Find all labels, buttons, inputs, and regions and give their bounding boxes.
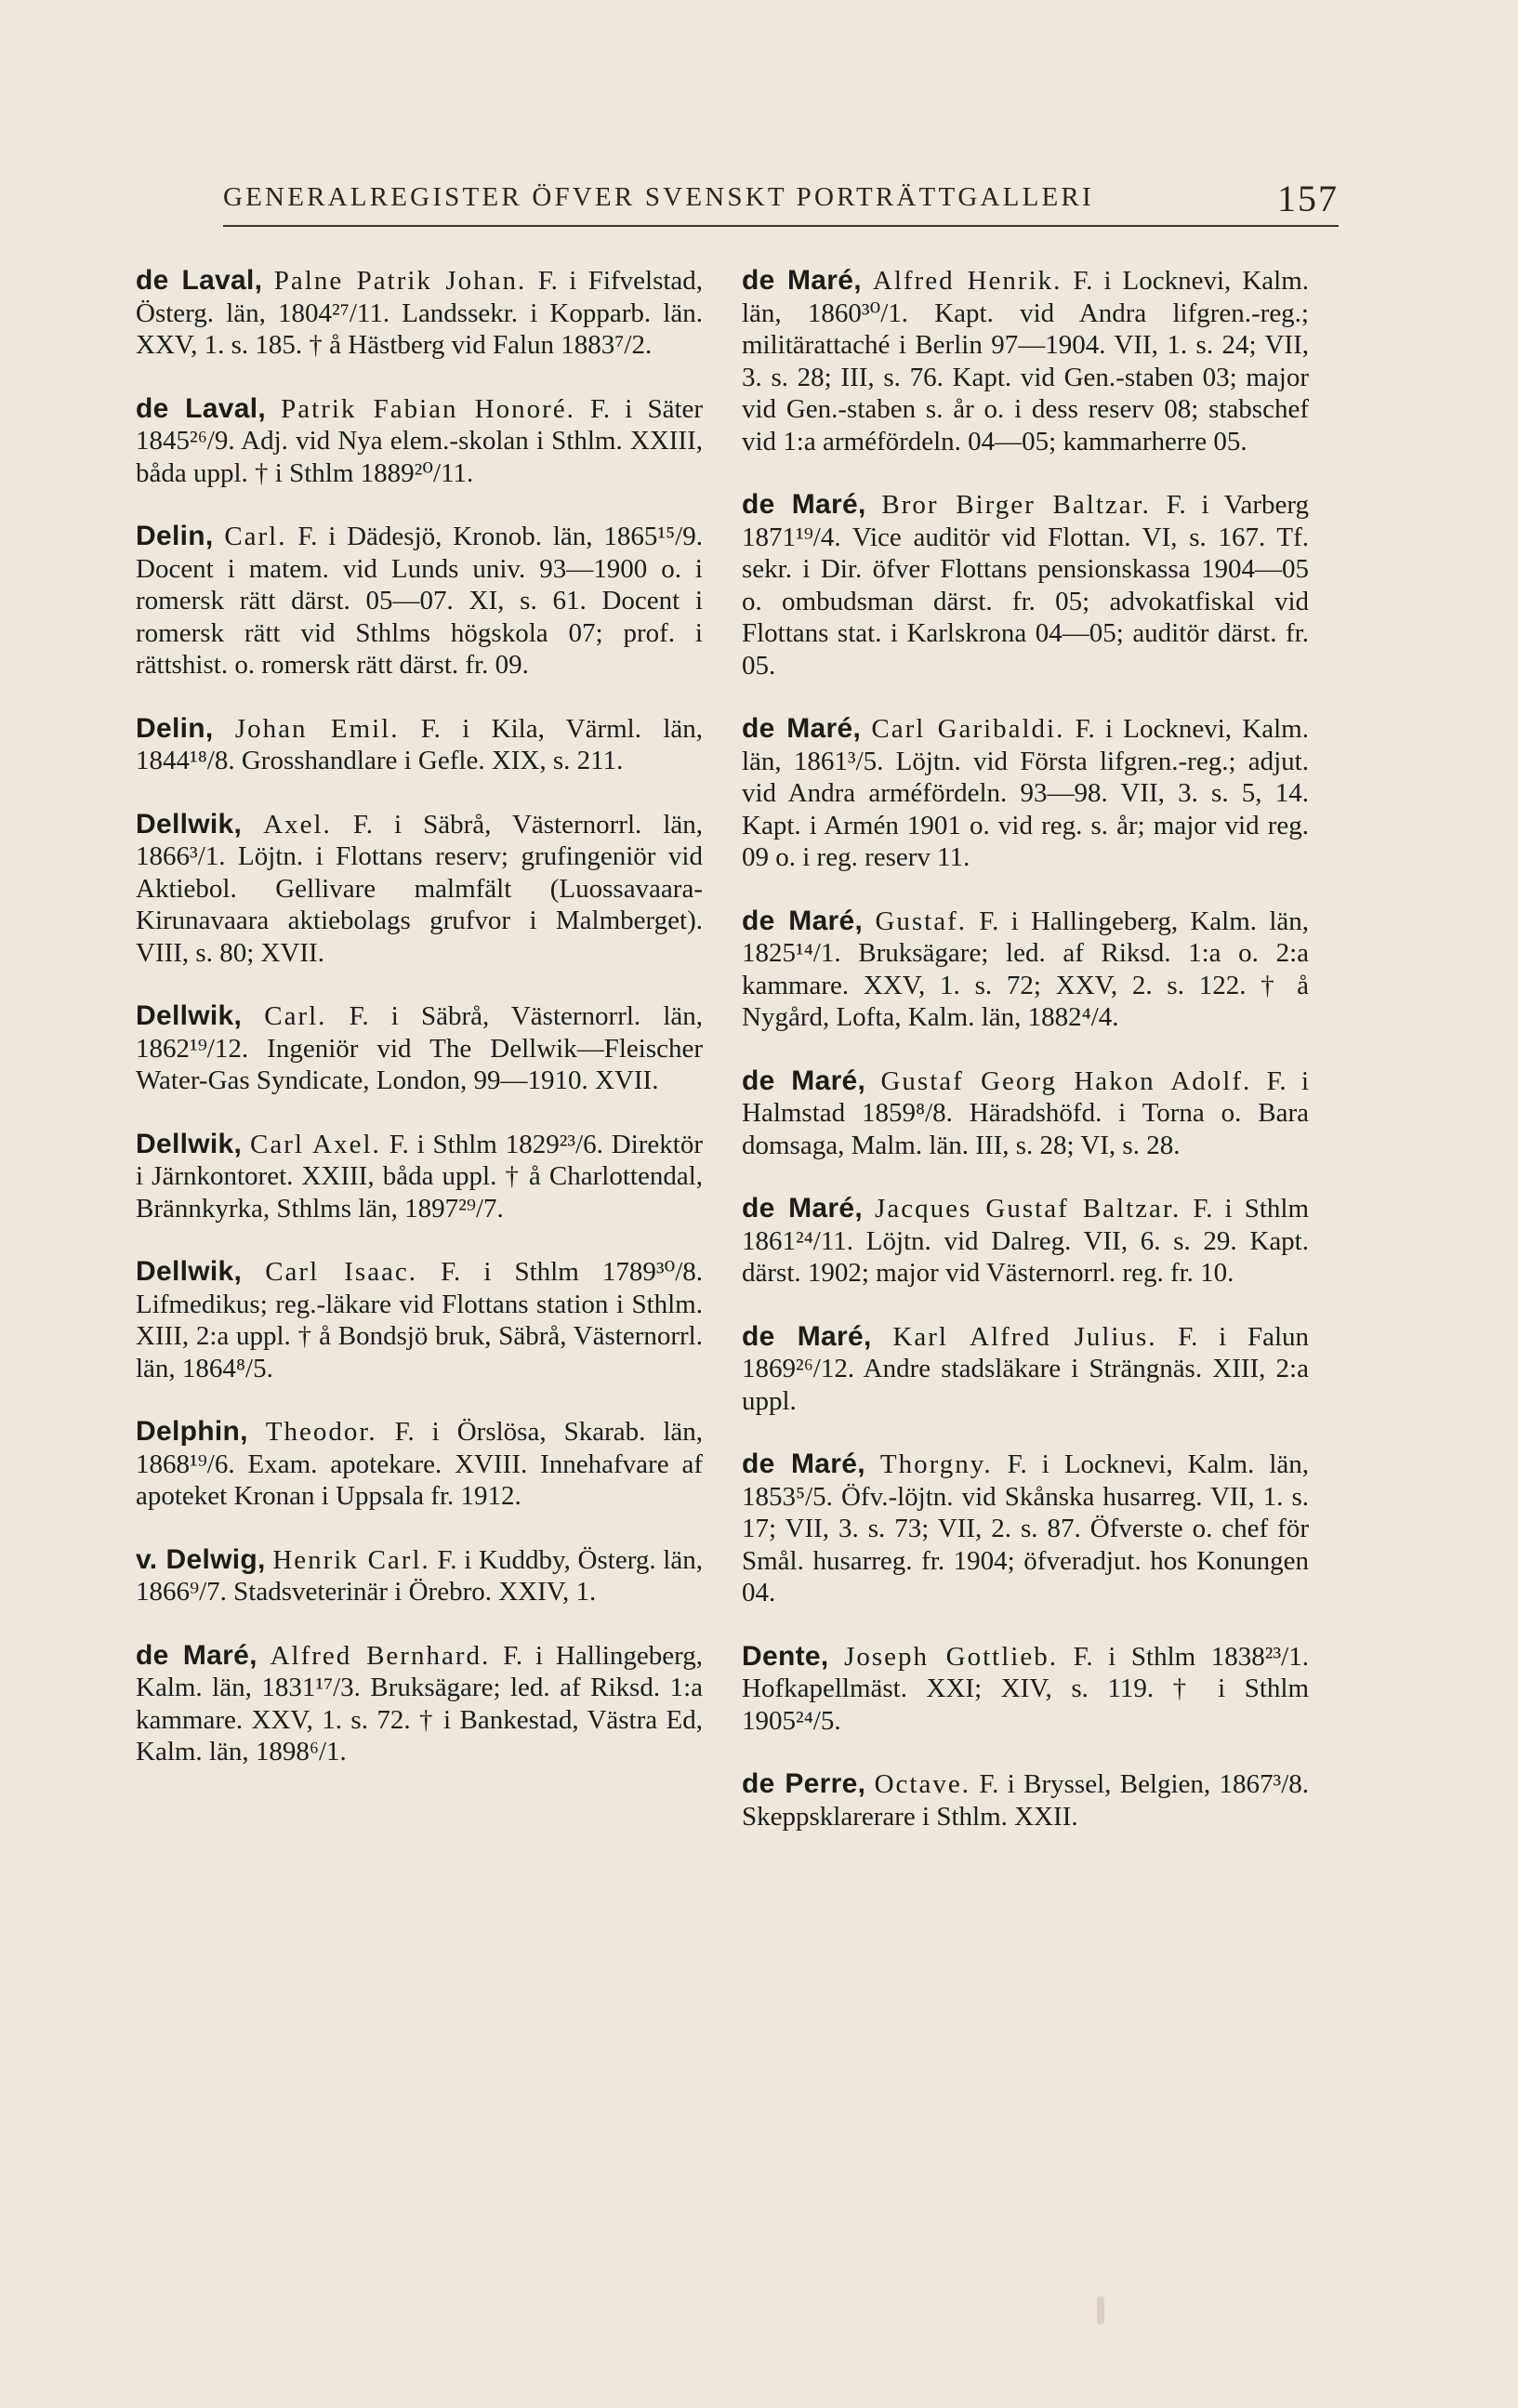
entry-text: F. i Sthlm 1789³⁰/8. Lifmedikus; reg.-läkare vid Flottans station i Sthlm. XIII, 2:a uppl. † å Bondsjö bruk, Säbrå, Västernorrl. län, 1864⁸/5.	[136, 1257, 704, 1383]
entry-given-names: Jacques Gustaf Baltzar.	[875, 1194, 1181, 1224]
entry-text: F. i Locknevi, Kalm. län, 1860³⁰/1. Kapt. vid Andra lifgren.-reg.; militärattaché i Berlin 97—1904. VII, 1. s. 24; VII, 3. s. 28; III, s. 76. Kapt. vid Gen.-staben 03; major vid Gen.-staben s. år o. i dess reserv 08; stabschef vid 1:a arméfördeln. 04—05; kammarherre 05.	[742, 266, 1310, 456]
entry-surname: de Laval,	[136, 265, 263, 296]
entry-surname: de Maré,	[742, 1320, 872, 1352]
entry-given-names: Axel.	[263, 809, 332, 840]
register-entry	[742, 1193, 1309, 1290]
right-column	[742, 265, 1309, 1864]
entry-text: F. i Fifvelstad, Österg. län, 1804²⁷/11. Landssekr. i Kopparb. län. XXV, 1. s. 185. † å Hästberg vid Falun 1883⁷/2.	[136, 266, 704, 360]
register-entry	[742, 489, 1309, 681]
entry-surname: de Maré,	[136, 1639, 257, 1671]
register-entry	[742, 906, 1309, 1034]
register-entry	[742, 1641, 1309, 1738]
entry-surname: Delphin,	[136, 1416, 248, 1447]
entry-surname: Dente,	[742, 1640, 829, 1672]
entry-surname: Delin,	[136, 712, 214, 744]
page-header	[223, 178, 1339, 227]
register-entry	[136, 1416, 703, 1513]
paper-stain	[1097, 2296, 1104, 2324]
entry-given-names: Joseph Gottlieb.	[844, 1641, 1058, 1672]
entry-given-names: Alfred Bernhard.	[270, 1640, 491, 1671]
entry-surname: de Maré,	[742, 905, 864, 936]
register-entry	[136, 1640, 703, 1768]
register-entry	[136, 1256, 703, 1384]
entry-surname: de Laval,	[136, 392, 266, 424]
entry-given-names: Henrik Carl.	[272, 1544, 430, 1575]
entry-given-names: Carl Garibaldi.	[871, 714, 1065, 744]
entry-given-names: Bror Birger Baltzar.	[881, 490, 1151, 520]
entry-surname: de Maré,	[742, 1193, 863, 1224]
entry-text: F. i Falun 1869²⁶/12. Andre stadsläkare i Strängnäs. XIII, 2:a uppl.	[742, 1321, 1310, 1416]
entry-surname: v. Delwig,	[136, 1543, 266, 1575]
entry-text: F. i Säbrå, Västernorrl. län, 1862¹⁹/12. Ingeniör vid The Dellwik—Fleischer Water-Gas Syndicate, London, 99—1910. XVII.	[136, 1001, 703, 1095]
register-entry	[742, 1768, 1309, 1832]
register-entry	[136, 713, 703, 777]
entry-text: F. i Hallingeberg, Kalm. län, 1825¹⁴/1. Bruksägare; led. af Riksd. 1:a o. 2:a kammare. XXV, 1. s. 72; XXV, 2. s. 122. † å Nygård, Lofta, Kalm. län, 1882⁴/4.	[742, 906, 1309, 1032]
entry-given-names: Palne Patrik Johan.	[273, 266, 527, 296]
entry-surname: Dellwik,	[136, 1128, 243, 1159]
entry-given-names: Alfred Henrik.	[872, 266, 1063, 296]
entry-text: F. i Halmstad 1859⁸/8. Häradshöfd. i Torna o. Bara domsaga, Malm. län. III, s. 28; VI, s. 28.	[742, 1065, 1310, 1160]
entry-surname: Delin,	[136, 521, 214, 551]
entry-surname: de Maré,	[742, 713, 862, 744]
entry-given-names: Carl.	[224, 522, 287, 551]
register-entry	[742, 1321, 1309, 1418]
register-entry	[136, 265, 703, 362]
left-column	[136, 265, 703, 1800]
entry-text: F. i Säbrå, Västernorrl. län, 1866³/1. Löjtn. i Flottans reserv; grufingeniör vid Aktiebol. Gellivare malmfält (Luossavaara-Kirunavaara aktiebolags grufvor i Malmberget). VIII, s. 80; XVII.	[136, 809, 704, 968]
entry-text: F. i Dädesjö, Kronob. län, 1865¹⁵/9. Docent i matem. vid Lunds univ. 93—1900 o. i romersk rätt därst. 05—07. XI, s. 61. Docent i romersk rätt vid Sthlms högskola 07; prof. i rättshist. o. romersk rätt därst. fr. 09.	[136, 522, 703, 680]
entry-given-names: Octave.	[874, 1769, 970, 1799]
entry-surname: de Maré,	[742, 1449, 865, 1479]
entry-text: F. i Kuddby, Österg. län, 1866⁹/7. Stadsveterinär i Örebro. XXIV, 1.	[136, 1544, 703, 1607]
entry-given-names: Thorgny.	[879, 1449, 993, 1479]
page-number: 157	[1277, 178, 1339, 219]
entry-given-names: Johan Emil.	[234, 713, 400, 744]
entry-text: F. i Kila, Värml. län, 1844¹⁸/8. Grosshandlare i Gefle. XIX, s. 211.	[136, 713, 704, 775]
entry-surname: Dellwik,	[136, 1000, 243, 1031]
entry-text: F. i Sthlm 1829²³/6. Direktör i Järnkontoret. XXIII, båda uppl. † å Charlottendal, Brännkyrka, Sthlms län, 1897²⁹/7.	[136, 1129, 704, 1224]
entry-given-names: Carl Axel.	[249, 1129, 381, 1159]
entry-text: F. i Hallingeberg, Kalm. län, 1831¹⁷/3. Bruksägare; led. af Riksd. 1:a kammare. XXV, 1. s. 72. † i Bankestad, Västra Ed, Kalm. län, 1898⁶/1.	[136, 1640, 704, 1766]
register-entry	[742, 1449, 1309, 1609]
entry-text: F. i Örslösa, Skarab. län, 1868¹⁹/6. Exam. apotekare. XVIII. Innehafvare af apoteket Kronan i Uppsala fr. 1912.	[136, 1417, 704, 1511]
entry-surname: Dellwik,	[136, 808, 243, 840]
entry-surname: de Maré,	[742, 265, 862, 296]
entry-text: F. i Bryssel, Belgien, 1867³/8. Skeppsklarerare i Sthlm. XXII.	[742, 1769, 1310, 1832]
entry-text: F. i Sthlm 1861²⁴/11. Löjtn. vid Dalreg. VII, 6. s. 29. Kapt. därst. 1902; major vid Västernorrl. reg. fr. 10.	[742, 1194, 1310, 1288]
entry-given-names: Theodor.	[265, 1417, 377, 1447]
register-entry	[136, 809, 703, 970]
register-entry	[136, 1544, 703, 1608]
entry-given-names: Gustaf.	[875, 906, 968, 936]
register-entry	[742, 265, 1309, 457]
entry-given-names: Karl Alfred Julius.	[892, 1321, 1157, 1352]
register-entry	[136, 521, 703, 681]
register-entry	[136, 393, 703, 490]
entry-given-names: Carl Isaac.	[265, 1257, 418, 1287]
register-entry	[742, 1065, 1309, 1162]
entry-text: F. i Locknevi, Kalm. län, 1861³/5. Löjtn. vid Första lifgren.-reg.; adjut. vid Andra arméfördeln. 93—98. VII, 3. s. 5, 14. Kapt. i Armén 1901 o. vid reg. s. år; major vid reg. 09 o. i reg. reserv 11.	[742, 714, 1309, 872]
entry-surname: Dellwik,	[136, 1256, 243, 1287]
entry-surname: de Perre,	[742, 1768, 866, 1799]
entry-given-names: Patrik Fabian Honoré.	[281, 393, 575, 424]
entry-given-names: Carl.	[264, 1001, 327, 1031]
entry-text: F. i Sthlm 1838²³/1. Hofkapellmäst. XXI; XIV, s. 119. † i Sthlm 1905²⁴/5.	[742, 1641, 1309, 1736]
register-entry	[136, 1000, 703, 1097]
entry-given-names: Gustaf Georg Hakon Adolf.	[880, 1065, 1252, 1096]
entry-text: F. i Locknevi, Kalm. län, 1853⁵/5. Öfv.-löjtn. vid Skånska husarreg. VII, 1. s. 17; VII, 3. s. 73; VII, 2. s. 87. Öfverste o. chef för Smål. husarreg. fr. 1904; öfveradjut. hos Konungen 04.	[742, 1449, 1309, 1608]
running-title: GENERALREGISTER ÖFVER SVENSKT PORTRÄTTGALLERI	[223, 182, 1094, 212]
entry-text: F. i Varberg 1871¹⁹/4. Vice auditör vid Flottan. VI, s. 167. Tf. sekr. i Dir. öfver Flottans pensionskassa 1904—05 o. ombudsman därst. fr. 05; advokatfiskal vid Flottans stat. i Karlskrona 04—05; auditör därst. fr. 05.	[742, 490, 1310, 681]
register-entry	[742, 713, 1309, 874]
entry-surname: de Maré,	[742, 489, 866, 520]
register-entry	[136, 1129, 703, 1225]
entry-text: F. i Säter 1845²⁶/9. Adj. vid Nya elem.-skolan i Sthlm. XXIII, båda uppl. † i Sthlm 1889²⁰/11.	[136, 393, 704, 488]
entry-surname: de Maré,	[742, 1065, 866, 1096]
